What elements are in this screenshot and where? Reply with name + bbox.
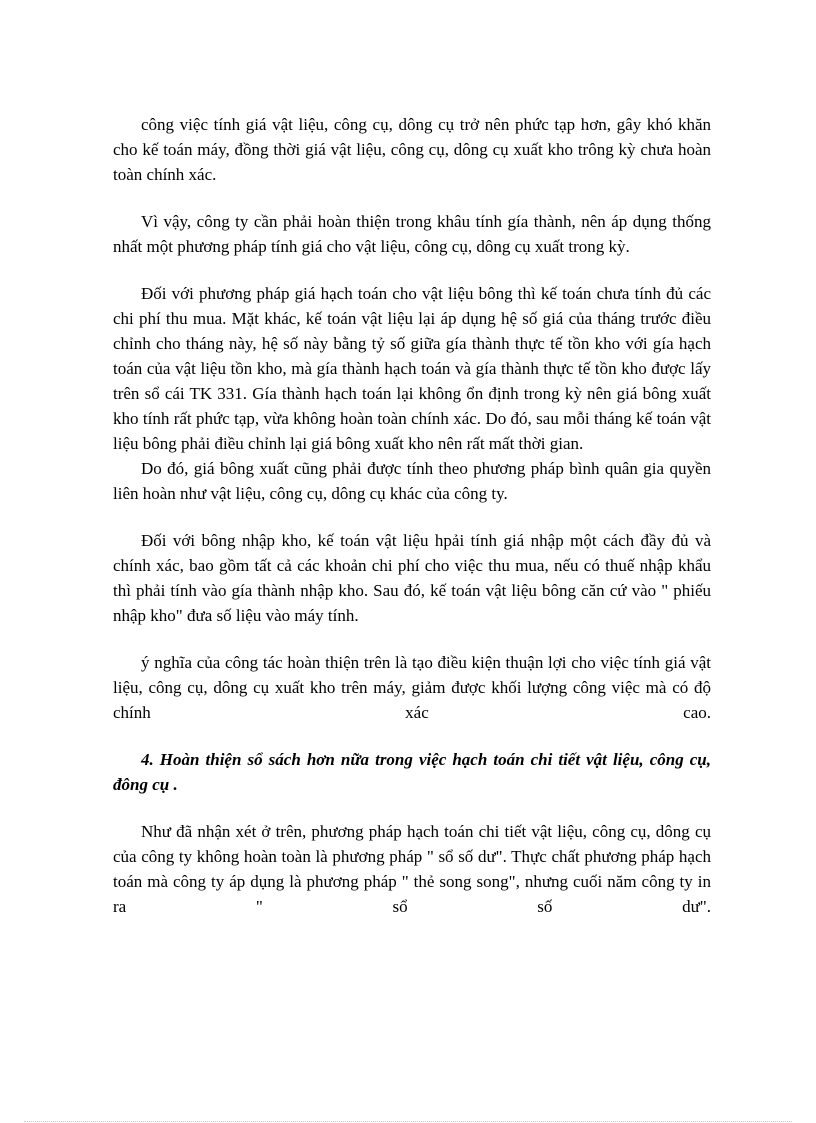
section-heading: 4. Hoàn thiện sổ sách hơn nữa trong việc hạch toán chi tiết vật liệu, công cụ, đông cụ . (113, 750, 711, 794)
paragraph-ledger-method: Như đã nhận xét ở trên, phương pháp hạch toán chi tiết vật liệu, công cụ, dông cụ của công ty không hoàn toàn là phương pháp " sổ số dư". Thực chất phương pháp hạch toán mà công ty áp dụng là phương pháp " thẻ song song", nhưng cuối năm công ty in ra " sổ số dư". (113, 822, 711, 916)
paragraph-price-complexity: công việc tính giá vật liệu, công cụ, dông cụ trở nên phức tạp hơn, gây khó khăn cho kế toán máy, đồng thời giá vật liệu, công cụ, dông cụ xuất kho trông kỳ chưa hoàn toàn chính xác. (113, 115, 711, 184)
paragraph-significance: ý nghĩa của công tác hoàn thiện trên là tạo điều kiện thuận lợi cho việc tính giá vật liệu, công cụ, dông cụ xuất kho trên máy, giảm được khối lượng công việc mà có độ chính xác cao. (113, 653, 711, 722)
paragraph-cotton-accounting-price: Đối với phương pháp giá hạch toán cho vật liệu bông thì kế toán chưa tính đủ các chi phí thu mua. Mặt khác, kế toán vật liệu lại áp dụng hệ số giá của tháng trước điều chỉnh cho tháng này, hệ số này bằng tỷ số giữa gía thành thực tế tồn kho với gía hạch toán của vật liệu tồn kho, mà gía thành hạch toán và gía thành thực tế tồn kho được lấy trên sổ cái TK 331. Gía thành hạch toán lại không ổn định trong kỳ nên giá bông xuất kho tính rất phức tạp, vừa không hoàn toàn chính xác. Do đó, sau mỗi tháng kế toán vật liệu bông phải điều chỉnh lại giá bông xuất kho nên rất mất thời gian. (113, 284, 711, 453)
paragraph-unified-method: Vì vậy, công ty cần phải hoàn thiện trong khâu tính gía thành, nên áp dụng thống nhất một phương pháp tính giá cho vật liệu, công cụ, dông cụ xuất trong kỳ. (113, 212, 711, 256)
document-page (113, 112, 711, 941)
page-bottom-divider (24, 1121, 792, 1122)
paragraph-cotton-import: Đối với bông nhập kho, kế toán vật liệu hpải tính giá nhập một cách đầy đủ và chính xác, bao gồm tất cả các khoản chi phí cho việc thu mua, nếu có thuế nhập khẩu thì phải tính vào gía thành nhập kho. Sau đó, kế toán vật liệu bông căn cứ vào " phiếu nhập kho" đưa số liệu vào máy tính. (113, 531, 711, 625)
paragraph-weighted-average: Do đó, giá bông xuất cũng phải được tính theo phương pháp bình quân gia quyền liên hoàn như vật liệu, công cụ, dông cụ khác của công ty. (113, 459, 711, 503)
